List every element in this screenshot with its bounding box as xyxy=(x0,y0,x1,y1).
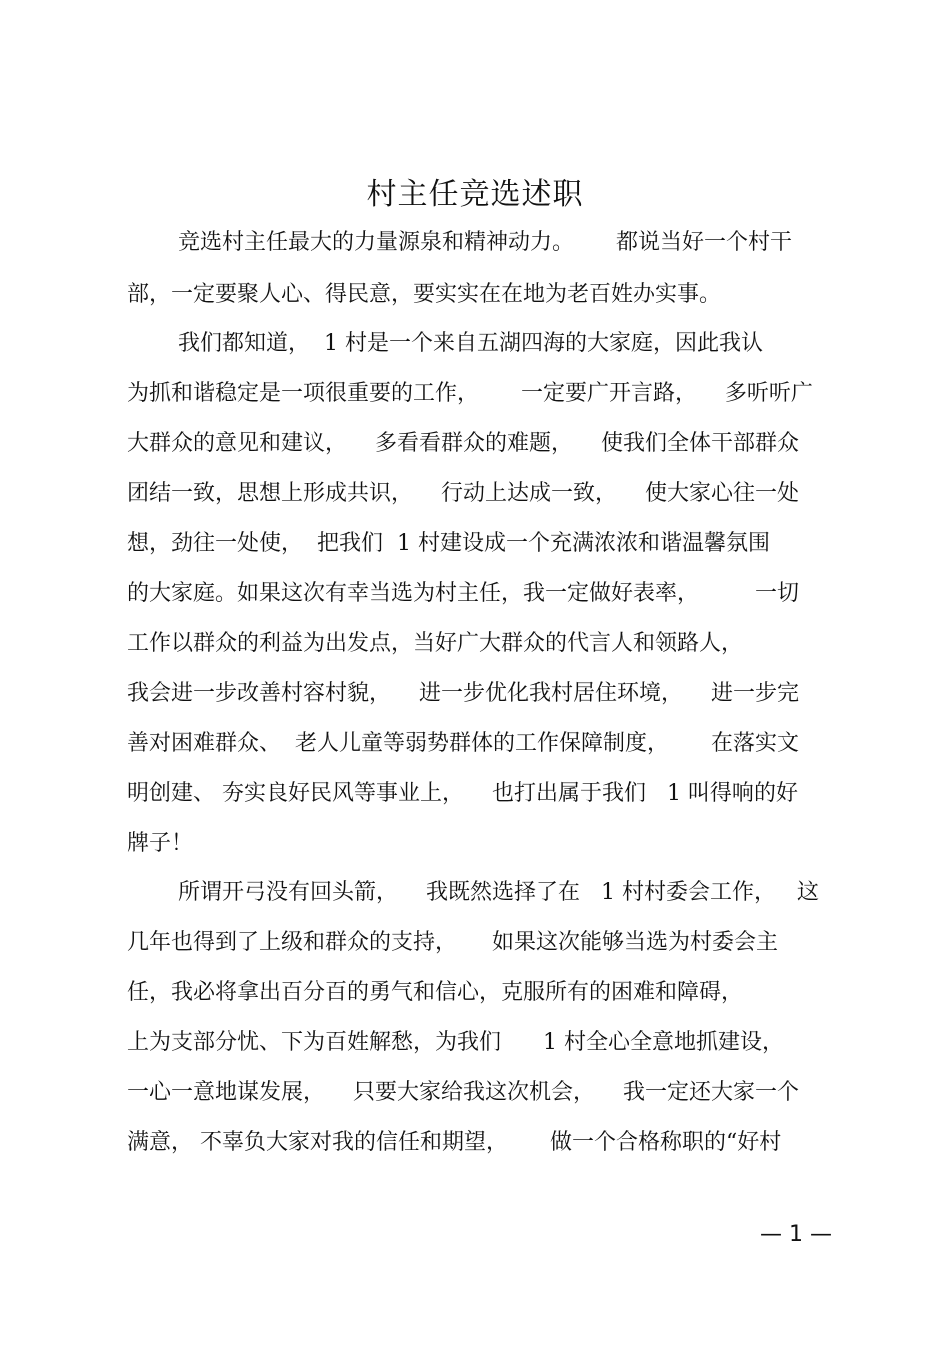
text-line: 牌子！ xyxy=(127,831,194,856)
text-line: 一心一意地谋发展， 只要大家给我这次机会， 我一定还大家一个 xyxy=(127,1080,799,1105)
text-line: 想，劲往一处使， 把我们 1 村建设成一个充满浓浓和谐温馨氛围 xyxy=(127,531,770,556)
text-line: 所谓开弓没有回头箭， 我既然选择了在 1 村村委会工作， 这 xyxy=(178,880,819,905)
document-title: 村主任竞选述职 xyxy=(366,177,584,212)
text-line: 我们都知道， 1 村是一个来自五湖四海的大家庭，因此我认 xyxy=(178,331,763,356)
text-line: 部，一定要聚人心、得民意，要实实在在地为老百姓办实事。 xyxy=(127,282,722,307)
text-line: 竞选村主任最大的力量源泉和精神动力。 都说当好一个村干 xyxy=(178,230,792,255)
text-line: 团结一致，思想上形成共识， 行动上达成一致， 使大家心往一处 xyxy=(127,481,799,506)
text-line: 的大家庭。如果这次有幸当选为村主任，我一定做好表率， 一切 xyxy=(127,581,799,606)
text-line: 几年也得到了上级和群众的支持， 如果这次能够当选为村委会主 xyxy=(127,930,778,955)
text-line: 明创建、 夯实良好民风等事业上， 也打出属于我们 1 叫得响的好 xyxy=(127,781,798,806)
text-line: 满意， 不辜负大家对我的信任和期望， 做一个合格称职的“好村 xyxy=(127,1130,782,1155)
text-line: 大群众的意见和建议， 多看看群众的难题， 使我们全体干部群众 xyxy=(127,431,799,456)
text-line: 我会进一步改善村容村貌， 进一步优化我村居住环境， 进一步完 xyxy=(127,681,799,706)
text-line: 上为支部分忧、下为百姓解愁，为我们 1 村全心全意地抓建设， xyxy=(127,1030,784,1055)
page-number: — 1 — xyxy=(760,1222,832,1247)
text-line: 善对困难群众、 老人儿童等弱势群体的工作保障制度， 在落实文 xyxy=(127,731,799,756)
text-line: 为抓和谐稳定是一项很重要的工作， 一定要广开言路， 多听听广 xyxy=(127,381,813,406)
text-line: 工作以群众的利益为出发点，当好广大群众的代言人和领路人， xyxy=(127,631,744,656)
text-line: 任，我必将拿出百分百的勇气和信心，克服所有的困难和障碍， xyxy=(127,980,744,1005)
